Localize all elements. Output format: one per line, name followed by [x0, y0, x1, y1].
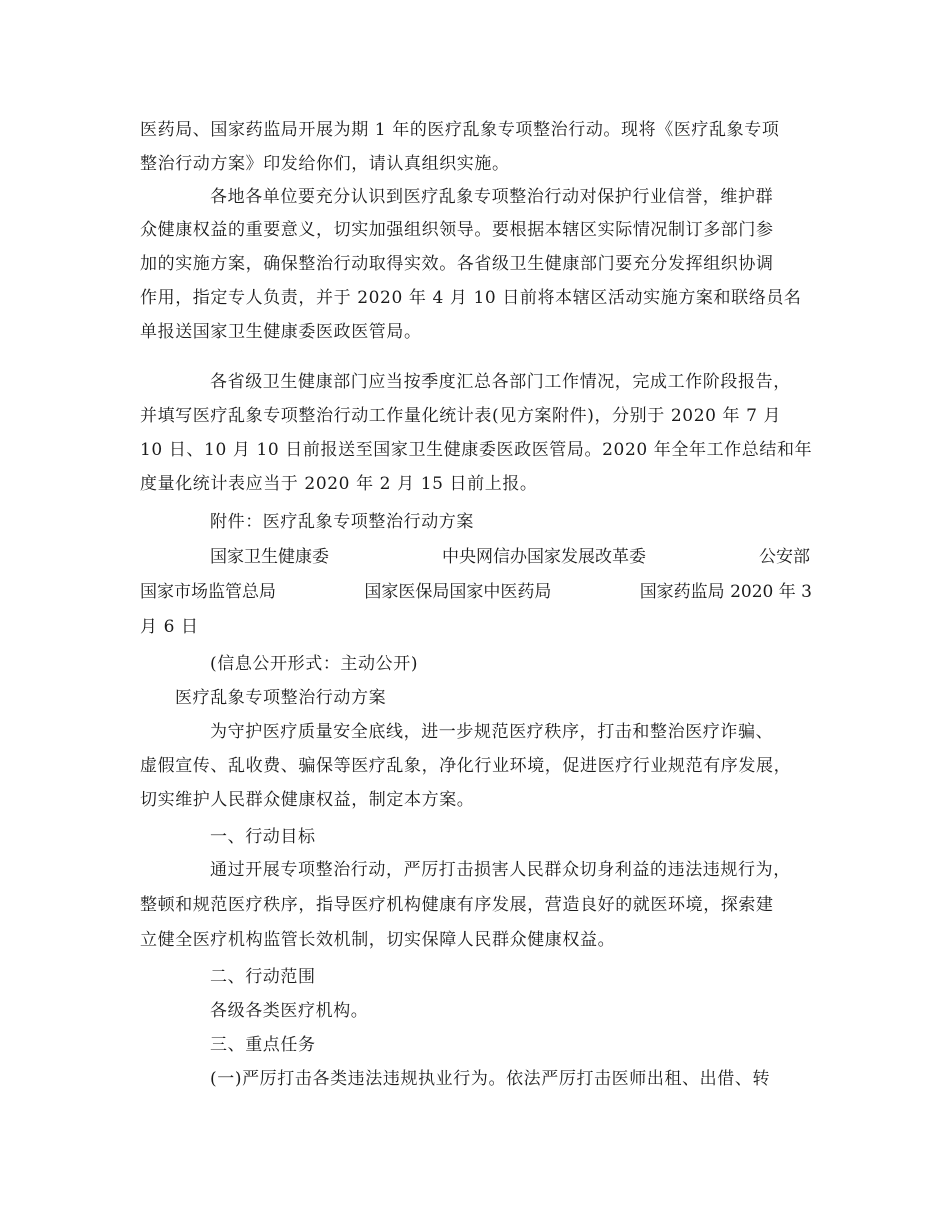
body-line: 作用，指定专人负责，并于 2020 年 4 月 10 日前将本辖区活动实施方案和联络员名	[140, 288, 802, 308]
signatory-with-date: 国家药监局 2020 年 3	[639, 582, 812, 602]
plan-title: 医疗乱象专项整治行动方案	[175, 688, 387, 708]
paragraph-start: 为守护医疗质量安全底线，进一步规范医疗秩序，打击和整治医疗诈骗、	[210, 722, 774, 742]
body-line: 并填写医疗乱象专项整治行动工作量化统计表(见方案附件)，分别于 2020 年 7 月	[140, 406, 782, 426]
body-line: 虚假宣传、乱收费、骗保等医疗乱象，净化行业环境，促进医疗行业规范有序发展，	[140, 756, 792, 776]
body-line: 医药局、国家药监局开展为期 1 年的医疗乱象专项整治行动。现将《医疗乱象专项	[140, 120, 780, 140]
section-heading: 二、行动范围	[210, 967, 316, 987]
signatory: 中央网信办国家发展改革委	[442, 547, 646, 567]
signatories-row	[210, 545, 810, 569]
paragraph-start: 各地各单位要充分认识到医疗乱象专项整治行动对保护行业信誉，维护群	[210, 187, 774, 207]
body-line: 整顿和规范医疗秩序，指导医疗机构健康有序发展，营造良好的就医环境，探索建	[140, 895, 774, 915]
body-line: 整治行动方案》印发给你们，请认真组织实施。	[140, 154, 510, 174]
body-line: 单报送国家卫生健康委医政医管局。	[140, 322, 422, 342]
body-line: 各级各类医疗机构。	[210, 1001, 369, 1021]
date-line: 月 6 日	[140, 617, 199, 637]
attachment-line: 附件：医疗乱象专项整治行动方案	[210, 512, 474, 532]
section-heading: 三、重点任务	[210, 1035, 316, 1055]
paragraph-start: (一)严厉打击各类违法违规执业行为。依法严厉打击医师出租、出借、转	[210, 1069, 771, 1089]
body-line: 10 日、10 月 10 日前报送至国家卫生健康委医政医管局。2020 年全年工作总结和年	[140, 440, 813, 460]
signatory: 国家医保局国家中医药局	[364, 582, 552, 602]
body-line: 众健康权益的重要意义，切实加强组织领导。要根据本辖区实际情况制订多部门参	[140, 220, 774, 240]
paragraph-start: 通过开展专项整治行动，严厉打击损害人民群众切身利益的违法违规行为，	[210, 860, 791, 880]
body-line: 加的实施方案，确保整治行动取得实效。各省级卫生健康部门要充分发挥组织协调	[140, 254, 774, 274]
section-heading: 一、行动目标	[210, 827, 316, 847]
paragraph-start: 各省级卫生健康部门应当按季度汇总各部门工作情况，完成工作阶段报告，	[210, 372, 791, 392]
body-line: 立健全医疗机构监管长效机制，切实保障人民群众健康权益。	[140, 930, 616, 950]
signatory: 国家市场监管总局	[140, 582, 276, 602]
signatory: 国家卫生健康委	[210, 547, 329, 567]
disclosure-note: (信息公开形式：主动公开)	[210, 654, 419, 674]
body-line: 度量化统计表应当于 2020 年 2 月 15 日前上报。	[140, 474, 538, 494]
signatories-row	[140, 580, 812, 604]
signatory: 公安部	[759, 547, 810, 567]
body-line: 切实维护人民群众健康权益，制定本方案。	[140, 790, 475, 810]
